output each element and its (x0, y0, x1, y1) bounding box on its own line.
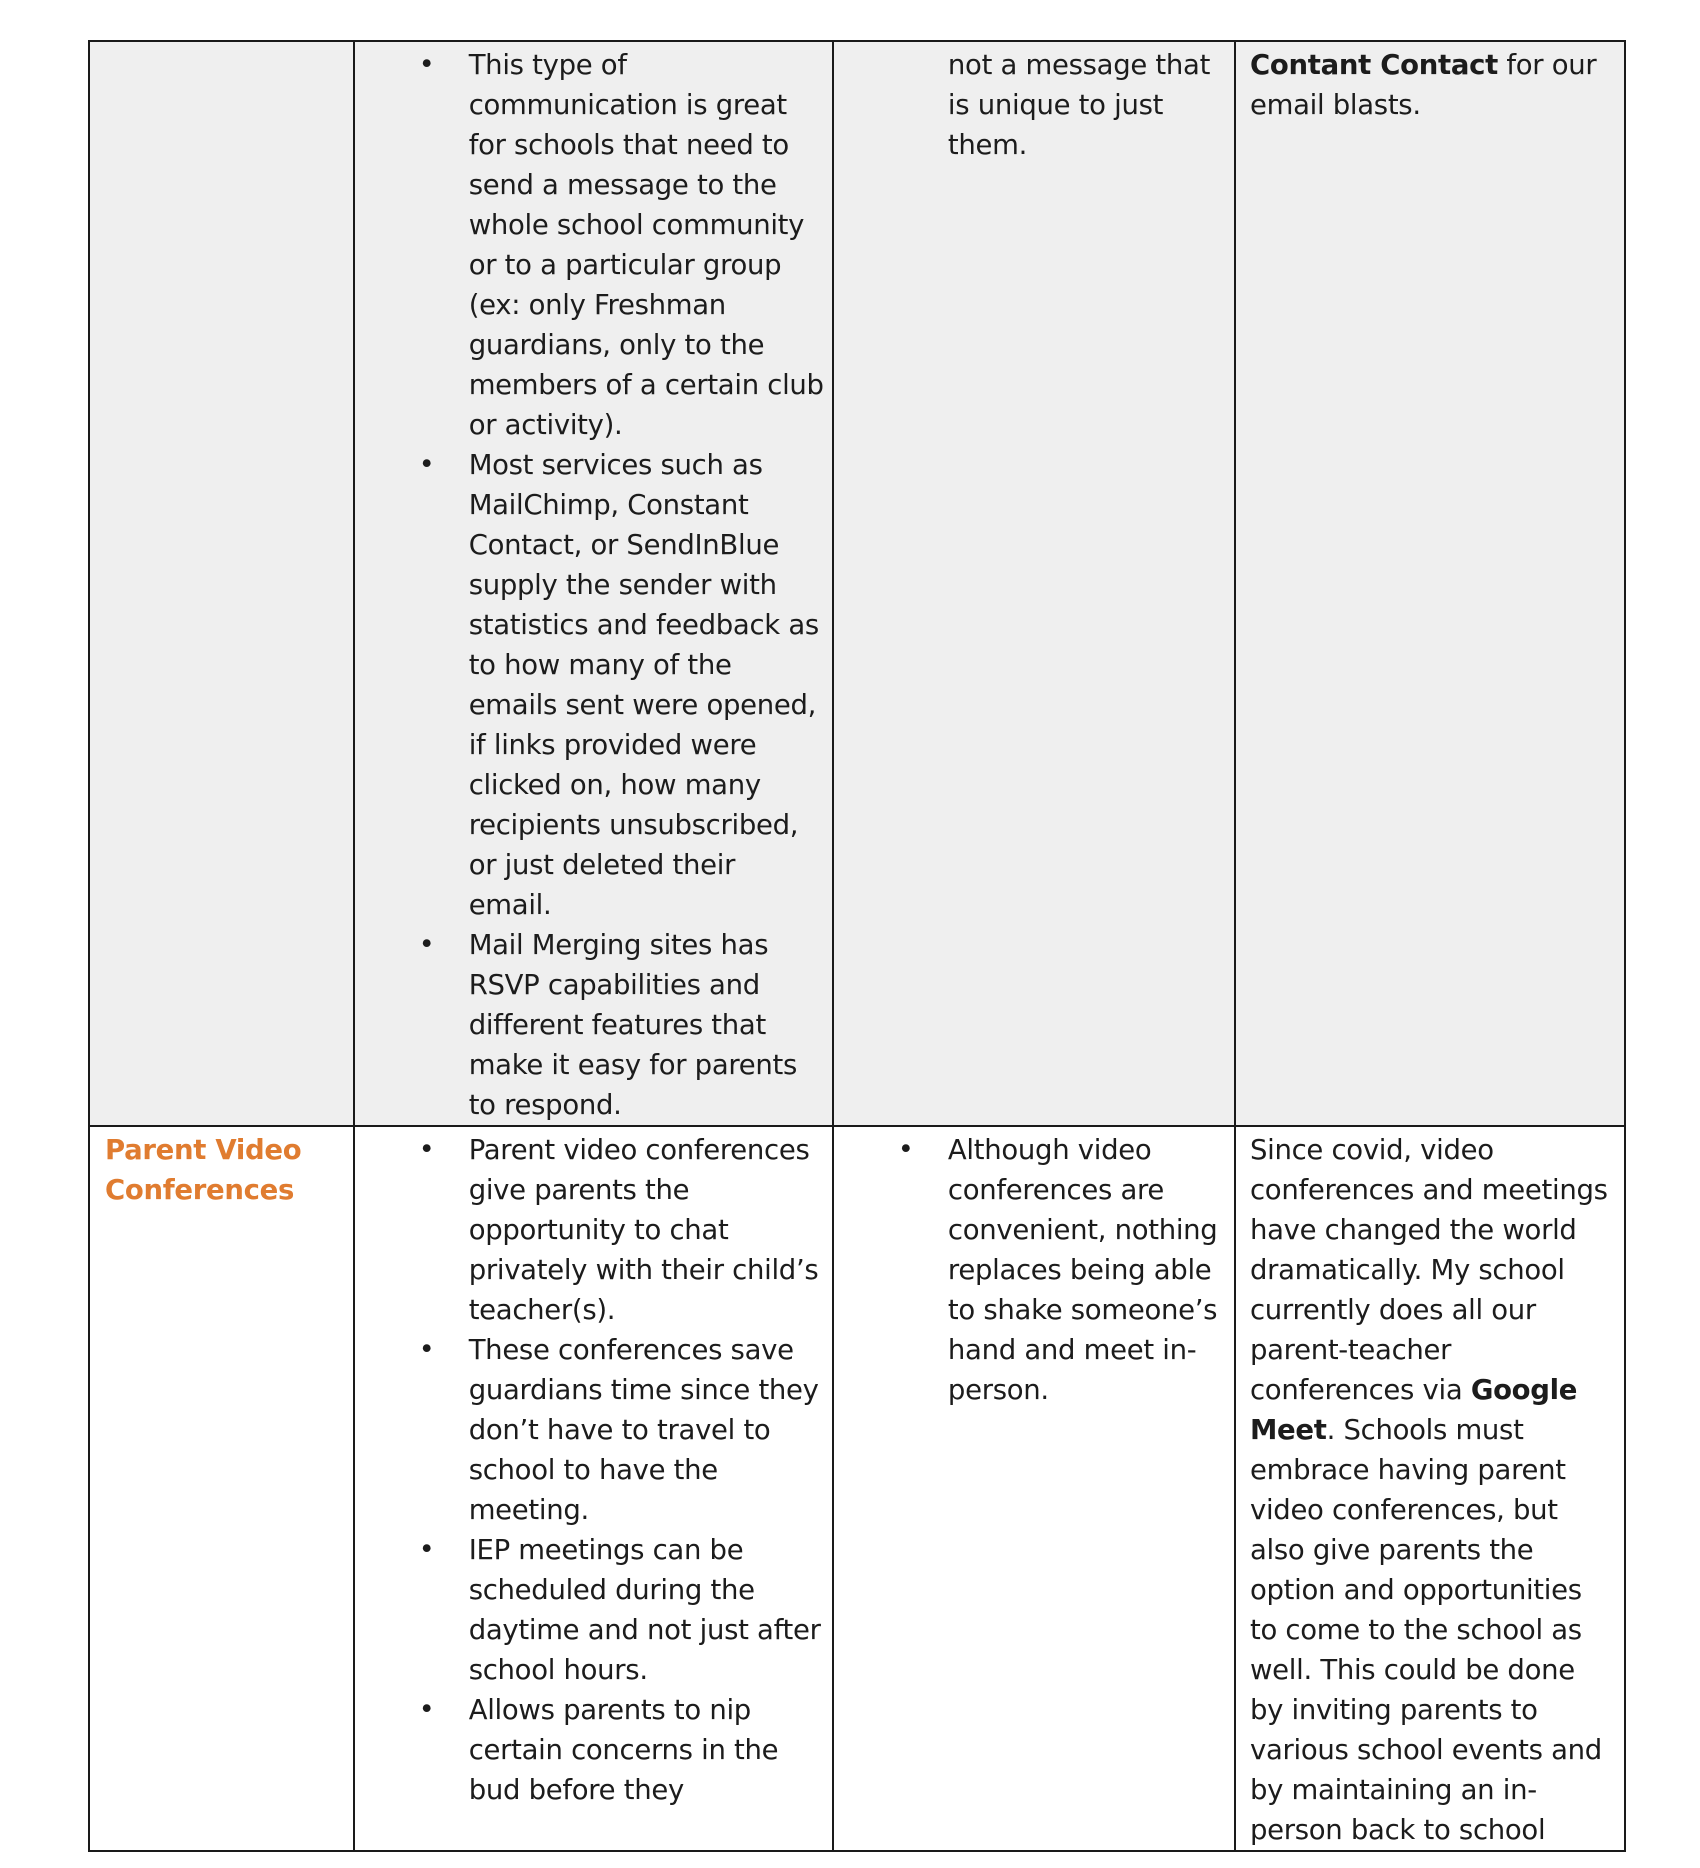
list-item: • Allows parents to nip certain concerns in the bud before they (355, 1690, 826, 1810)
benefits-list (355, 42, 832, 1125)
usage-cell (1235, 1126, 1625, 1851)
usage-cell (1235, 41, 1625, 1126)
list-item: • Although video conferences are convenient, nothing replaces being able to shake someone’s hand and meet in-person. (834, 1130, 1228, 1410)
category-cell (89, 41, 354, 1126)
benefits-cell (354, 41, 833, 1126)
benefits-cell (354, 1126, 833, 1851)
usage-rest: for our email blasts. (1249, 49, 1597, 121)
table-row (89, 41, 1625, 1126)
list-item: • Most services such as MailChimp, Constant Contact, or SendInBlue supply the sender with statistics and feedback as to how many of the emails sent were opened, if links provided were clicked on, how many recipients unsubscribed, or just deleted their email. (355, 445, 826, 925)
drawbacks-list (834, 1127, 1234, 1410)
usage-text (1236, 1127, 1624, 1850)
list-item: • This type of communication is great for schools that need to send a message to the whole school community or to a particular group (ex: only Freshman guardians, only to the members of a certain club or activity). (355, 45, 826, 445)
drawback-continued-text: not a message that is unique to just them. (947, 49, 1211, 161)
usage-part2: . Schools must embrace having parent video conferences, but also give parents the option and opportunities to come to the school as well. This could be done by inviting parents to various school events and by maintaining an in-person back to school (1249, 1414, 1602, 1846)
list-item: • Mail Merging sites has RSVP capabilities and different features that make it easy for parents to respond. (355, 925, 826, 1125)
list-item: • IEP meetings can be scheduled during the daytime and not just after school hours. (355, 1530, 826, 1690)
category-label (90, 42, 353, 45)
usage-part1: Since covid, video conferences and meetings have changed the world dramatically. My school currently does all our parent-teacher conferences via (1249, 1134, 1608, 1406)
communication-comparison-table (88, 40, 1626, 1852)
category-cell (89, 1126, 354, 1851)
drawbacks-cell (833, 41, 1235, 1126)
tool-name: Google Meet (1249, 1374, 1578, 1446)
usage-text (1236, 42, 1624, 125)
drawbacks-cell (833, 1126, 1235, 1851)
table-row (89, 1126, 1625, 1851)
tool-name: Contant Contact (1249, 49, 1498, 81)
list-item: • These conferences save guardians time since they don’t have to travel to school to have the meeting. (355, 1330, 826, 1530)
benefits-list (355, 1127, 832, 1810)
list-item: • Parent video conferences give parents the opportunity to chat privately with their child’s teacher(s). (355, 1130, 826, 1330)
category-label: Parent Video Conferences (105, 1134, 302, 1206)
